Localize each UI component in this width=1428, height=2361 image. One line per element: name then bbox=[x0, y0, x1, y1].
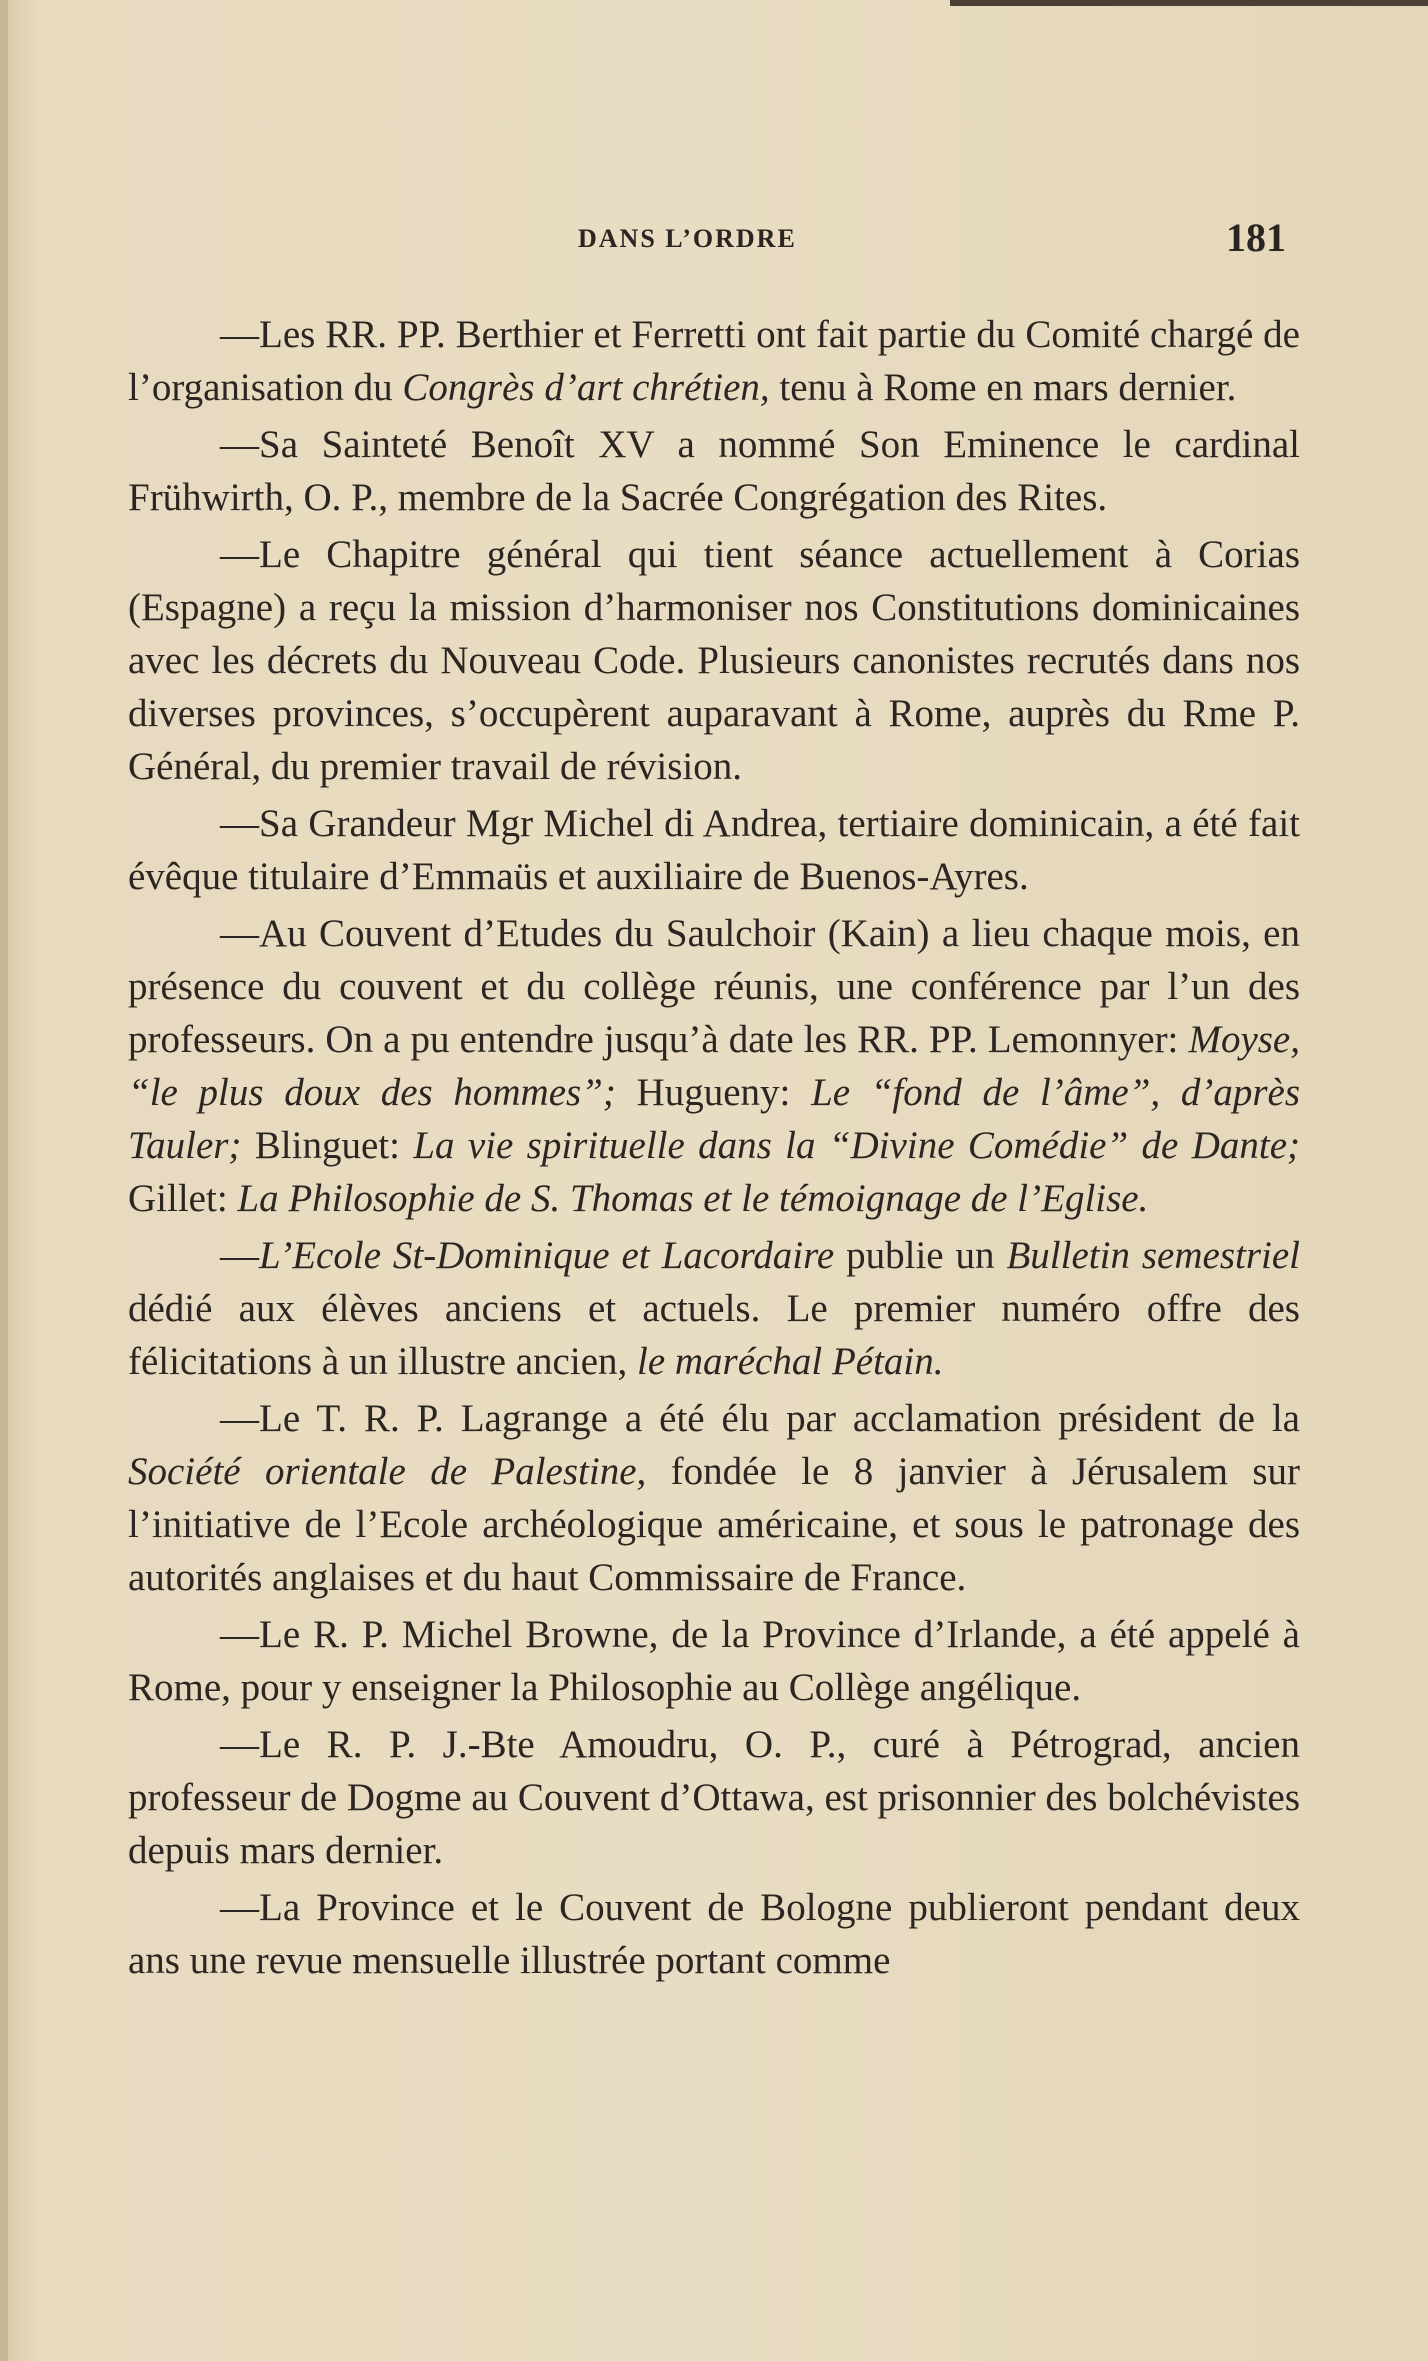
news-paragraph bbox=[128, 528, 1300, 793]
text-segment: Blinguet: bbox=[241, 1124, 414, 1167]
text-segment: —Le Chapitre général qui tient séance actuellement à Corias (Espagne) a reçu la mission d’harmoniser nos Constitutions dominicaines avec les décrets du Nouveau Code. Plusieurs canonistes recrutés dans nos diverses provinces, s’occupèrent auparavant à Rome, auprès du Rme P. Général, du premier travail de révision. bbox=[128, 533, 1300, 788]
text-segment: dédié aux élèves anciens et actuels. Le premier numéro offre des félicitations à un illustre ancien, bbox=[128, 1287, 1300, 1383]
text-segment: tenu à Rome en mars dernier. bbox=[769, 366, 1237, 409]
news-paragraph bbox=[128, 1229, 1300, 1388]
italic-title: Le “fond de l’âme”, d’après Tauler; bbox=[128, 1071, 1301, 1167]
text-segment: —Au Couvent d’Etudes du Saulchoir (Kain) a lieu chaque mois, en présence du couvent et du collège réunis, une conférence par l’un des professeurs. On a pu entendre jusqu’à date les RR. PP. Lemonnyer: bbox=[128, 912, 1300, 1061]
italic-title: Moyse, “le plus doux des hommes”; bbox=[128, 1018, 1300, 1114]
text-segment: — bbox=[220, 1234, 259, 1277]
news-paragraph bbox=[128, 797, 1300, 903]
italic-title: La Philosophie de S. Thomas et le témoignage de l’Eglise. bbox=[237, 1177, 1149, 1220]
body-text bbox=[128, 308, 1300, 1991]
running-head: DANS L’ORDRE bbox=[578, 224, 797, 253]
news-paragraph bbox=[128, 1392, 1300, 1604]
italic-title: Congrès d’art chrétien, bbox=[402, 366, 770, 409]
text-segment: —Le R. P. J.-Bte Amoudru, O. P., curé à Pétrograd, ancien professeur de Dogme au Couvent d’Ottawa, est prisonnier des bolchévistes depuis mars dernier. bbox=[128, 1723, 1300, 1872]
news-paragraph bbox=[128, 907, 1300, 1225]
italic-title: Bulletin semestriel bbox=[1006, 1234, 1301, 1277]
italic-title: le maréchal Pétain. bbox=[637, 1340, 944, 1383]
news-paragraph bbox=[128, 1608, 1300, 1714]
text-segment: fondée le 8 janvier à Jérusalem sur l’initiative de l’Ecole archéologique américaine, et sous le patronage des autorités anglaises et du haut Commissaire de France. bbox=[128, 1450, 1300, 1599]
page-number: 181 bbox=[1226, 215, 1286, 260]
page-binding-edge bbox=[0, 0, 8, 2361]
news-paragraph bbox=[128, 418, 1300, 524]
text-segment: publie un bbox=[834, 1234, 1007, 1277]
text-segment: —Les RR. PP. Berthier et Ferretti ont fait partie du Comité chargé de l’organisation du bbox=[128, 313, 1300, 409]
text-segment: —Sa Sainteté Benoît XV a nommé Son Eminence le cardinal Frühwirth, O. P., membre de la Sacrée Congrégation des Rites. bbox=[128, 423, 1300, 519]
page-header bbox=[0, 214, 1428, 264]
top-rule bbox=[950, 0, 1428, 6]
text-segment: Hugueny: bbox=[615, 1071, 812, 1114]
text-segment: Gillet: bbox=[128, 1177, 238, 1220]
italic-title: L’Ecole St-Dominique et Lacordaire bbox=[259, 1234, 835, 1277]
text-segment: —Sa Grandeur Mgr Michel di Andrea, tertiaire dominicain, a été fait évêque titulaire d’Emmaüs et auxiliaire de Buenos-Ayres. bbox=[128, 802, 1300, 898]
news-paragraph bbox=[128, 1881, 1300, 1987]
news-paragraph bbox=[128, 1718, 1300, 1877]
news-paragraph bbox=[128, 308, 1300, 414]
italic-title: Société orientale de Palestine, bbox=[128, 1450, 647, 1493]
text-segment: —La Province et le Couvent de Bologne publieront pendant deux ans une revue mensuelle illustrée portant comme bbox=[128, 1886, 1300, 1982]
italic-title: La vie spirituelle dans la “Divine Comédie” de Dante; bbox=[413, 1124, 1300, 1167]
text-segment: —Le R. P. Michel Browne, de la Province d’Irlande, a été appelé à Rome, pour y enseigner la Philosophie au Collège angélique. bbox=[128, 1613, 1300, 1709]
text-segment: —Le T. R. P. Lagrange a été élu par acclamation président de la bbox=[220, 1397, 1300, 1440]
